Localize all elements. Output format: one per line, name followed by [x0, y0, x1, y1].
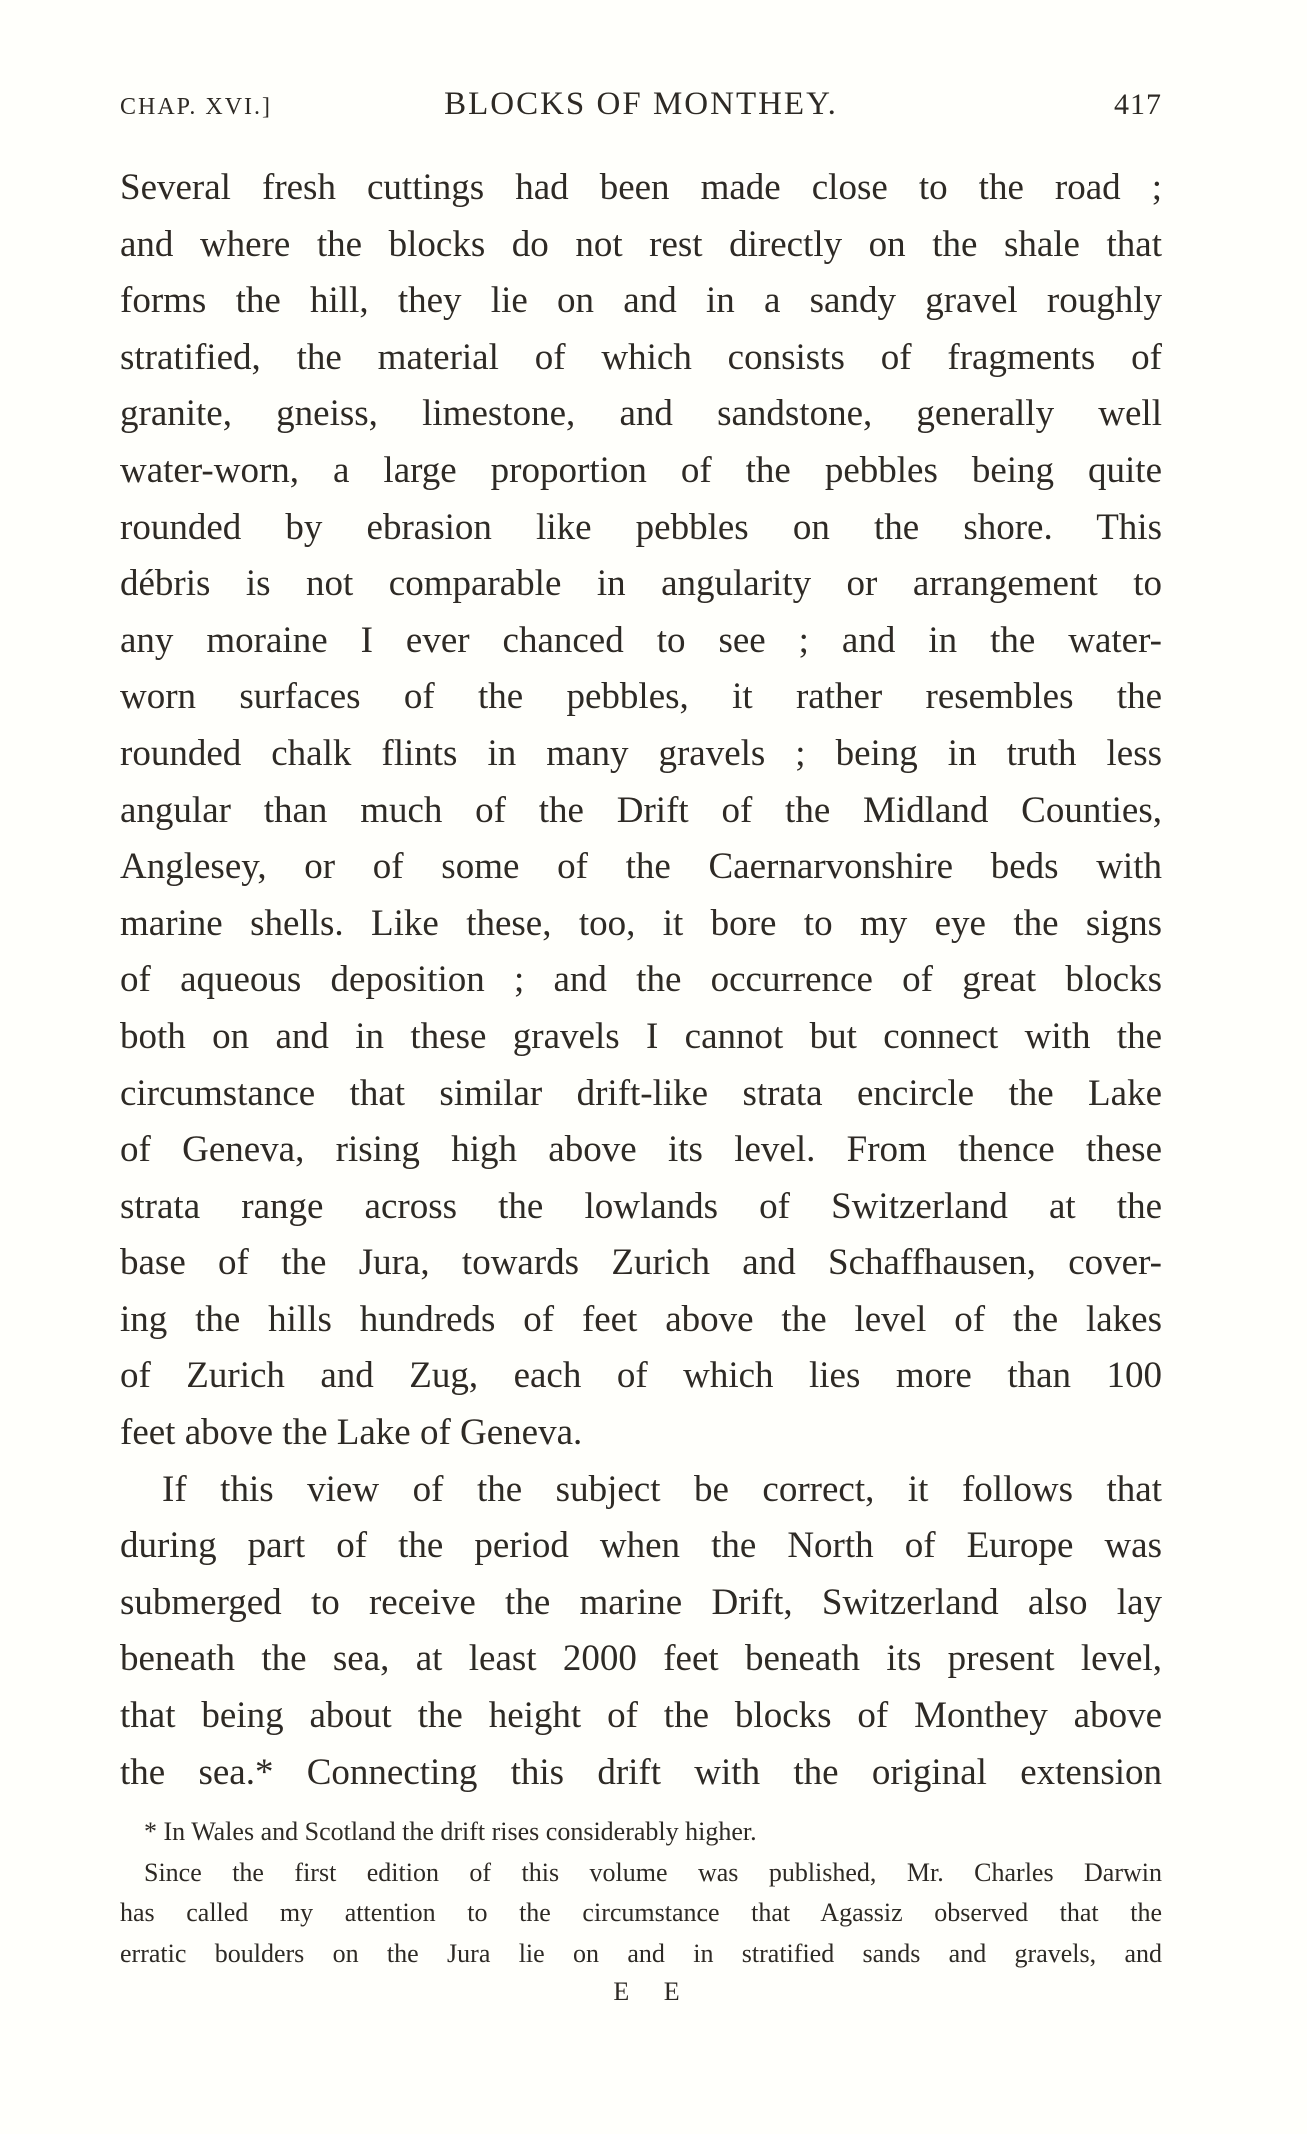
- text-line: stratified, the material of which consists of fragments of: [120, 336, 1162, 378]
- text-line: water-worn, a large proportion of the pebbles being quite: [120, 449, 1162, 491]
- text-line: the sea.* Connecting this drift with the original extension: [120, 1751, 1162, 1793]
- text-line: strata range across the lowlands of Switzerland at the: [120, 1185, 1162, 1227]
- text-line: submerged to receive the marine Drift, Switzerland also lay: [120, 1581, 1162, 1623]
- footnotes: [120, 1812, 1162, 1975]
- text-line: rounded by ebrasion like pebbles on the shore. This: [120, 506, 1162, 548]
- footnote-line: erratic boulders on the Jura lie on and in stratified sands and gravels, and: [120, 1939, 1162, 1969]
- text-line: feet above the Lake of Geneva.: [120, 1412, 583, 1454]
- text-line: forms the hill, they lie on and in a sandy gravel roughly: [120, 280, 1162, 322]
- text-line: débris is not comparable in angularity or arrangement to: [120, 563, 1162, 605]
- text-line: any moraine I ever chanced to see ; and in the water-: [120, 619, 1162, 661]
- text-line: angular than much of the Drift of the Midland Counties,: [120, 789, 1162, 831]
- printer-signature: E E: [613, 1977, 694, 2006]
- text-line: that being about the height of the blocks of Monthey above: [120, 1695, 1162, 1737]
- text-line: during part of the period when the North of Europe was: [120, 1525, 1162, 1567]
- footnote-line: has called my attention to the circumstance that Agassiz observed that the: [120, 1898, 1162, 1928]
- running-header: [120, 86, 1162, 130]
- footnote-line: * In Wales and Scotland the drift rises considerably higher.: [144, 1817, 757, 1846]
- page-title: BLOCKS OF MONTHEY.: [444, 86, 838, 122]
- text-line: of aqueous deposition ; and the occurrence of great blocks: [120, 959, 1162, 1001]
- footnote-line: Since the first edition of this volume was published, Mr. Charles Darwin: [144, 1857, 1162, 1887]
- body-text: [120, 160, 1162, 1801]
- text-line: Several fresh cuttings had been made close to the road ;: [120, 167, 1162, 208]
- text-line: of Zurich and Zug, each of which lies more than 100: [120, 1355, 1162, 1397]
- text-line: rounded chalk flints in many gravels ; being in truth less: [120, 732, 1162, 774]
- text-line: granite, gneiss, limestone, and sandstone, generally well: [120, 393, 1162, 435]
- text-line: of Geneva, rising high above its level. From thence these: [120, 1129, 1162, 1171]
- page-number: 417: [1114, 88, 1162, 121]
- text-line: base of the Jura, towards Zurich and Schaffhausen, cover-: [120, 1242, 1162, 1284]
- text-line: marine shells. Like these, too, it bore to my eye the signs: [120, 902, 1162, 944]
- text-line: worn surfaces of the pebbles, it rather resembles the: [120, 676, 1162, 718]
- text-line: Anglesey, or of some of the Caernarvonshire beds with: [120, 846, 1162, 888]
- text-line: beneath the sea, at least 2000 feet beneath its present level,: [120, 1638, 1162, 1680]
- text-line: both on and in these gravels I cannot but connect with the: [120, 1015, 1162, 1057]
- text-line: ing the hills hundreds of feet above the level of the lakes: [120, 1298, 1162, 1340]
- paragraph-start-line: If this view of the subject be correct, it follows that: [162, 1468, 1162, 1510]
- chapter-label: CHAP. XVI.]: [120, 94, 273, 120]
- text-line: and where the blocks do not rest directly on the shale that: [120, 223, 1162, 265]
- text-line: circumstance that similar drift-like strata encircle the Lake: [120, 1072, 1162, 1114]
